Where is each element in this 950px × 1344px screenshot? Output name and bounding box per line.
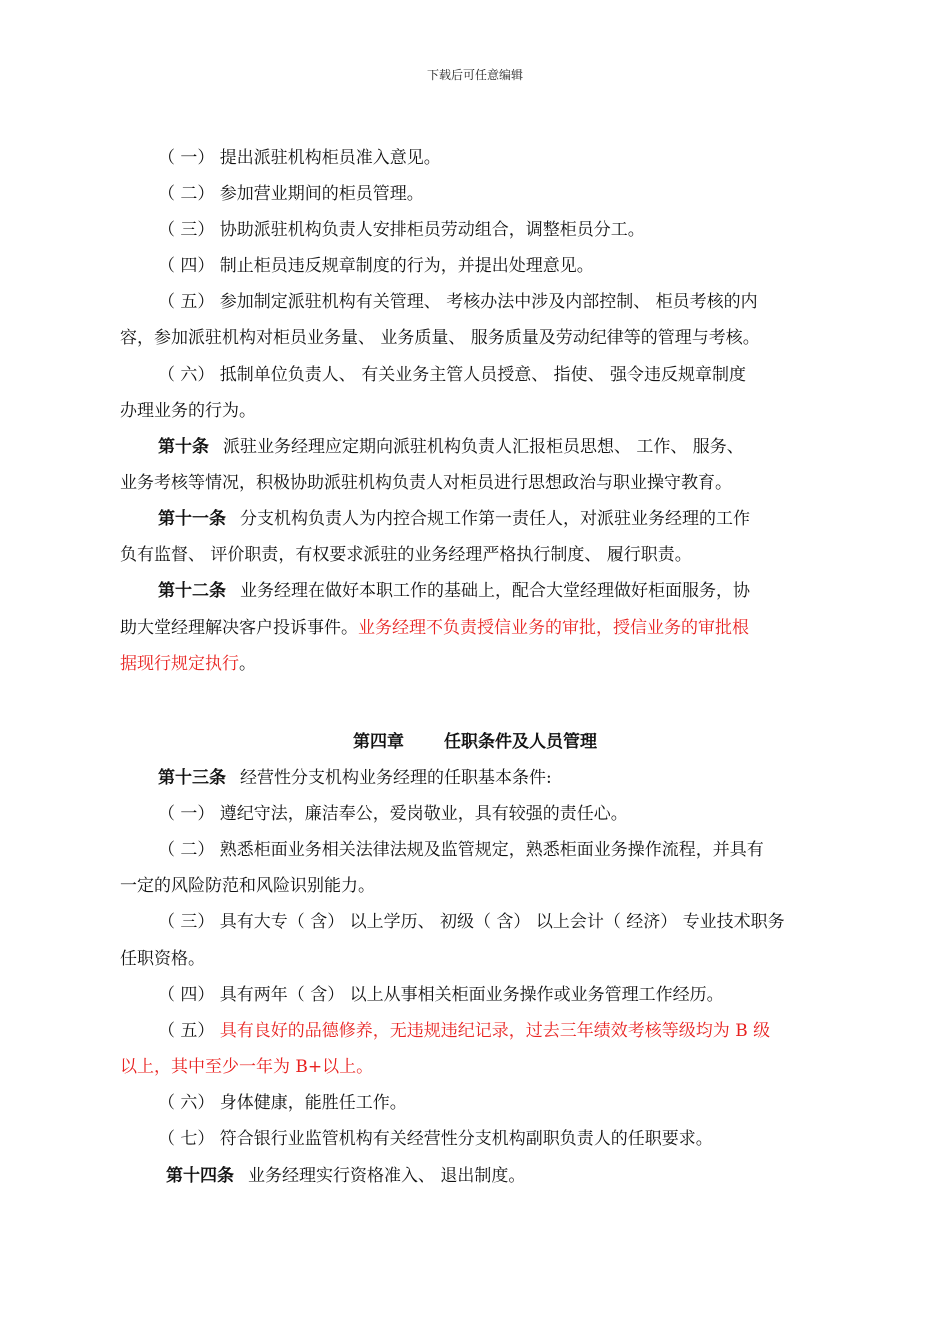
list-item-continuation: 容，参加派驻机构对柜员业务量、 业务质量、 服务质量及劳动纪律等的管理与考核。 xyxy=(120,328,760,348)
highlighted-text: 业务经理不负责授信业务的审批，授信业务的审批根 xyxy=(358,618,749,638)
paragraph-line: 业务考核等情况，积极协助派驻机构负责人对柜员进行思想政治与职业操守教育。 xyxy=(120,473,732,493)
list-item: （ 一） 遵纪守法，廉洁奉公，爱岗敬业，具有较强的责任心。 xyxy=(158,804,628,824)
list-item: （ 三） 具有大专（ 含） 以上学历、 初级（ 含） 以上会计（ 经济） 专业技术职务 xyxy=(158,912,785,932)
article-text: 派驻业务经理应定期向派驻机构负责人汇报柜员思想、 工作、 服务、 xyxy=(223,437,744,457)
list-item: （ 四） 具有两年（ 含） 以上从事相关柜面业务操作或业务管理工作经历。 xyxy=(158,985,724,1005)
list-item: （ 五） 参加制定派驻机构有关管理、 考核办法中涉及内部控制、 柜员考核的内 xyxy=(158,292,758,312)
highlighted-text: 具有良好的品德修养，无违规违纪记录，过去三年绩效考核等级均为 B 级 xyxy=(219,1021,771,1041)
highlighted-text: 据现行规定执行 xyxy=(120,654,239,674)
list-item: （ 六） 身体健康，能胜任工作。 xyxy=(158,1093,407,1113)
article-title: 第十一条 xyxy=(158,509,226,529)
list-item: （ 三） 协助派驻机构负责人安排柜员劳动组合，调整柜员分工。 xyxy=(158,220,645,240)
paragraph-text: 。 xyxy=(239,654,256,674)
list-item xyxy=(158,1019,878,1043)
article-12 xyxy=(158,579,878,603)
article-text: 业务经理实行资格准入、 退出制度。 xyxy=(248,1166,526,1186)
article-10 xyxy=(158,435,878,459)
chapter-heading xyxy=(0,730,950,754)
list-item-prefix: （ 五） xyxy=(158,1021,220,1041)
article-text: 业务经理在做好本职工作的基础上，配合大堂经理做好柜面服务，协 xyxy=(240,581,750,601)
article-title: 第十三条 xyxy=(158,768,226,788)
list-item: （ 六） 抵制单位负责人、 有关业务主管人员授意、 指使、 强令违反规章制度 xyxy=(158,365,747,385)
paragraph-text: 助大堂经理解决客户投诉事件。 xyxy=(120,618,358,638)
article-11 xyxy=(158,507,878,531)
list-item: （ 二） 参加营业期间的柜员管理。 xyxy=(158,184,424,204)
list-item-continuation: 任职资格。 xyxy=(120,949,205,969)
list-item: （ 七） 符合银行业监管机构有关经营性分支机构副职负责人的任职要求。 xyxy=(158,1129,713,1149)
paragraph-line xyxy=(120,616,840,640)
chapter-number: 第四章 xyxy=(353,732,404,752)
list-item: （ 一） 提出派驻机构柜员准入意见。 xyxy=(158,148,441,168)
highlighted-text: 以上，其中至少一年为 B+以上。 xyxy=(120,1057,374,1077)
page-header: 下载后可任意编辑 xyxy=(426,68,523,82)
list-item-continuation xyxy=(120,1055,840,1079)
list-item: （ 二） 熟悉柜面业务相关法律法规及监管规定，熟悉柜面业务操作流程，并具有 xyxy=(158,840,764,860)
article-14 xyxy=(166,1164,886,1188)
list-item-continuation: 一定的风险防范和风险识别能力。 xyxy=(120,876,375,896)
article-title: 第十二条 xyxy=(158,581,226,601)
paragraph-line xyxy=(120,652,840,676)
list-item: （ 四） 制止柜员违反规章制度的行为，并提出处理意见。 xyxy=(158,256,594,276)
list-item-continuation: 办理业务的行为。 xyxy=(120,401,256,421)
article-title: 第十条 xyxy=(158,437,209,457)
article-text: 分支机构负责人为内控合规工作第一责任人，对派驻业务经理的工作 xyxy=(240,509,750,529)
chapter-title: 任职条件及人员管理 xyxy=(444,732,597,752)
article-13 xyxy=(158,766,878,790)
article-text: 经营性分支机构业务经理的任职基本条件: xyxy=(240,768,552,788)
article-title: 第十四条 xyxy=(166,1166,234,1186)
paragraph-line: 负有监督、 评价职责，有权要求派驻的业务经理严格执行制度、 履行职责。 xyxy=(120,545,692,565)
